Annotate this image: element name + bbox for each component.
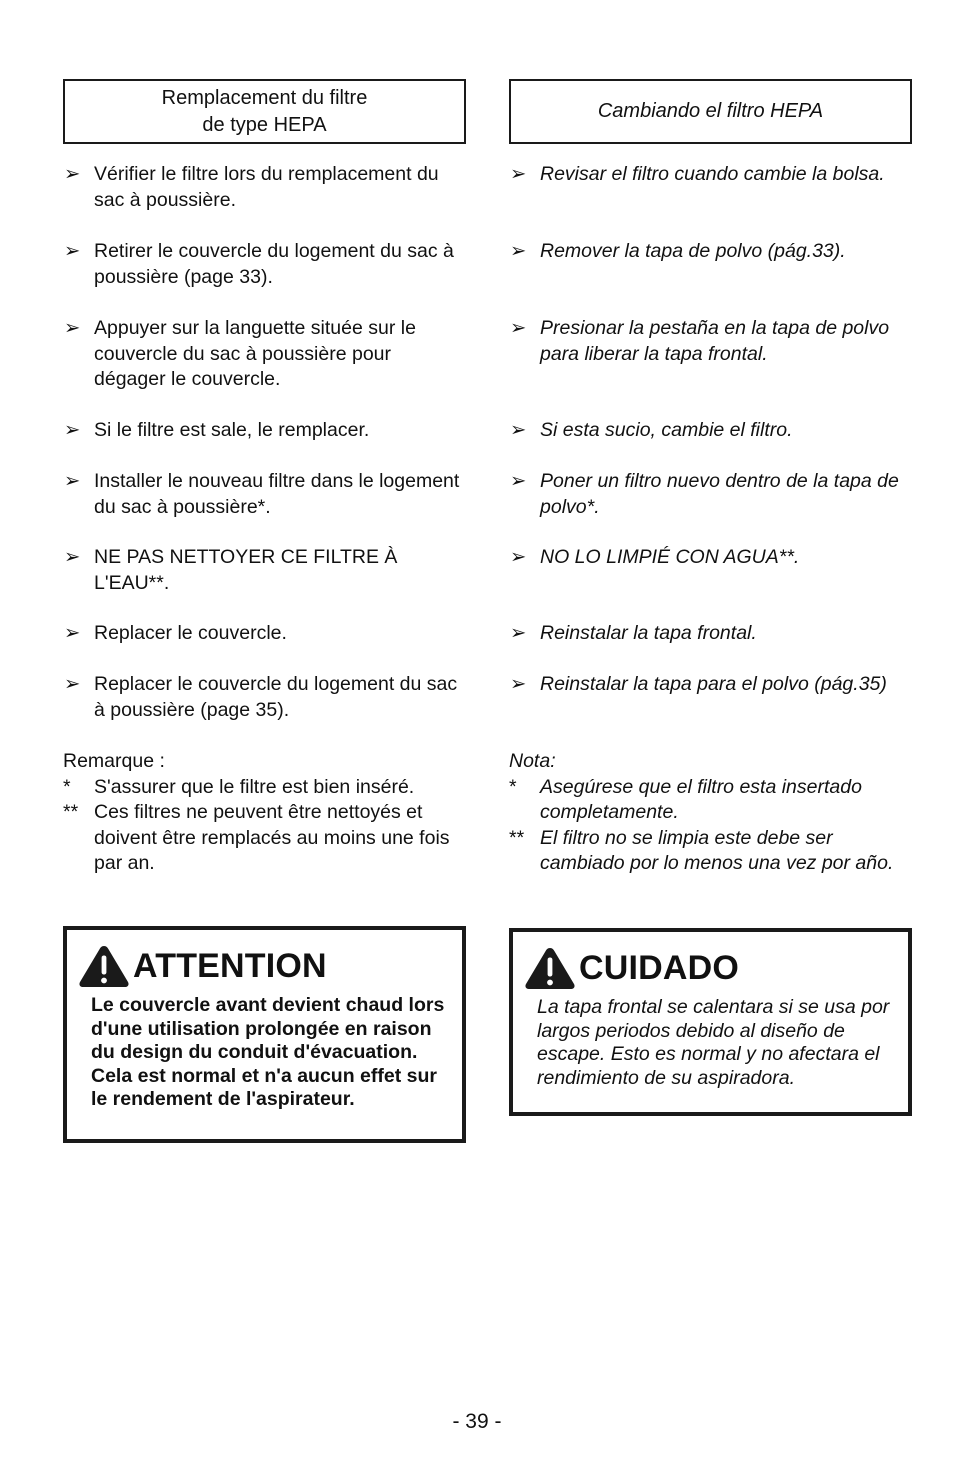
arrow-bullet-icon: ➢	[510, 240, 527, 262]
spanish-step: ➢ Remover la tapa de polvo (pág.33).	[509, 239, 912, 316]
spanish-steps	[509, 162, 912, 749]
french-note-item: ** Ces filtres ne peuvent être nettoyés et doivent être remplacés au moins une fois par an.	[63, 801, 450, 875]
spanish-warning-title: CUIDADO	[579, 948, 740, 987]
french-step: ➢ Appuyer sur la languette située sur le couvercle du sac à poussière pour dégager le couvercle.	[63, 316, 466, 418]
french-note-title: Remarque :	[63, 750, 165, 772]
french-column	[63, 79, 466, 877]
arrow-bullet-icon: ➢	[510, 470, 527, 492]
spanish-note-title: Nota:	[509, 750, 556, 772]
french-heading-line2: de type HEPA	[202, 113, 327, 136]
spanish-note-item: ** El filtro no se limpia este debe ser cambiado por lo menos una vez por año.	[509, 826, 894, 875]
french-steps	[63, 162, 466, 749]
arrow-bullet-icon: ➢	[510, 419, 527, 441]
spanish-step: ➢ Reinstalar la tapa frontal.	[509, 621, 912, 672]
spanish-warning-text: La tapa frontal se calentara si se usa por largos periodos debido al diseño de escape. Esto es normal y no afectara el rendimiento de su aspiradora.	[537, 996, 890, 1089]
french-step: ➢ Installer le nouveau filtre dans le logement du sac à poussière*.	[63, 469, 466, 545]
spanish-section-heading	[509, 79, 912, 144]
spanish-warning-box	[509, 928, 912, 1116]
french-warning-box	[63, 926, 466, 1143]
spanish-note-item: * Asegúrese que el filtro esta insertado completamente.	[509, 775, 862, 824]
french-step: ➢ Vérifier le filtre lors du remplacement du sac à poussière.	[63, 162, 466, 239]
spanish-heading-text: Cambiando el filtro HEPA	[597, 100, 824, 122]
french-step: ➢ Replacer le couvercle.	[63, 621, 466, 672]
french-section-heading	[63, 79, 466, 144]
spanish-step: ➢ Presionar la pestaña en la tapa de polvo para liberar la tapa frontal.	[509, 316, 912, 418]
page-number: - 39 -	[452, 1410, 502, 1433]
spanish-warning-header	[523, 938, 898, 998]
french-heading-line1: Remplacement du filtre	[161, 86, 368, 109]
arrow-bullet-icon: ➢	[64, 317, 81, 339]
arrow-bullet-icon: ➢	[510, 546, 527, 568]
french-step: ➢ Si le filtre est sale, le remplacer.	[63, 418, 466, 469]
french-note-item: * S'assurer que le filtre est bien inséré.	[63, 775, 415, 798]
french-step: ➢ Replacer le couvercle du logement du sac à poussière (page 35).	[63, 672, 466, 749]
french-warning-title: ATTENTION	[133, 946, 327, 985]
french-notes	[63, 749, 466, 877]
arrow-bullet-icon: ➢	[510, 673, 527, 695]
arrow-bullet-icon: ➢	[64, 470, 81, 492]
warning-triangle-icon	[523, 945, 577, 991]
spanish-step: ➢ Si esta sucio, cambie el filtro.	[509, 418, 912, 469]
arrow-bullet-icon: ➢	[64, 419, 81, 441]
arrow-bullet-icon: ➢	[510, 163, 527, 185]
french-step: ➢ Retirer le couvercle du logement du sac à poussière (page 33).	[63, 239, 466, 316]
arrow-bullet-icon: ➢	[64, 622, 81, 644]
spanish-step: ➢ NO LO LIMPIÉ CON AGUA**.	[509, 545, 912, 621]
french-warning-header	[77, 936, 452, 996]
arrow-bullet-icon: ➢	[510, 317, 527, 339]
french-warning-text: Le couvercle avant devient chaud lors d'une utilisation prolongée en raison du design du conduit d'évacuation. Cela est normal et n'a aucun effet sur le rendement de l'aspirateur.	[91, 994, 445, 1111]
french-step: ➢ NE PAS NETTOYER CE FILTRE À L'EAU**.	[63, 545, 466, 621]
arrow-bullet-icon: ➢	[64, 163, 81, 185]
arrow-bullet-icon: ➢	[64, 240, 81, 262]
spanish-notes	[509, 749, 912, 877]
arrow-bullet-icon: ➢	[64, 546, 81, 568]
warning-triangle-icon	[77, 943, 131, 989]
spanish-step: ➢ Revisar el filtro cuando cambie la bolsa.	[509, 162, 912, 239]
spanish-column	[509, 79, 912, 877]
arrow-bullet-icon: ➢	[64, 673, 81, 695]
spanish-step: ➢ Reinstalar la tapa para el polvo (pág.35)	[509, 672, 912, 749]
spanish-step: ➢ Poner un filtro nuevo dentro de la tapa de polvo*.	[509, 469, 912, 545]
arrow-bullet-icon: ➢	[510, 622, 527, 644]
